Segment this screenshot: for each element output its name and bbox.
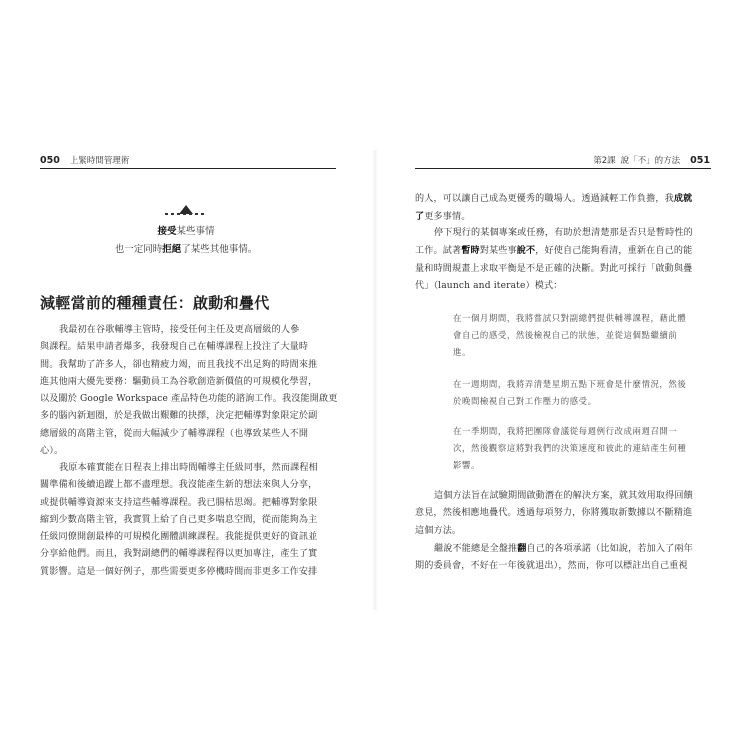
left-page-number: 050	[40, 155, 60, 166]
quote-block-3	[453, 423, 693, 474]
quote-block-2	[453, 376, 693, 410]
chapter-title: 說「不」的方法	[620, 156, 681, 166]
text-line: 我最初在谷歌輔導主管時，接受任何主任及更高層級的人參	[59, 325, 300, 335]
text-line: 或提供輔導資源來支持這些輔導課程。我已腸枯思竭。把輔導對象限	[40, 497, 318, 508]
chapter-label: 第2課	[593, 156, 616, 166]
right-paragraph-2	[415, 225, 707, 295]
quote-line: 於晚間檢視自己對工作壓力的感受。	[453, 396, 597, 406]
left-book-title: 上緊時間管理術	[69, 156, 130, 166]
right-running-header	[593, 154, 710, 166]
quote-line: 在一個月期間，我將嘗試只對副總們提供輔導課程，藉此體	[453, 313, 687, 323]
text-line: 縮到少數高階主管，我實質上給了自己更多喘息空間，從而能夠為主	[40, 514, 318, 525]
callout-line-1: 接受某些事情	[157, 226, 215, 237]
text-line: 了更多事情。	[415, 211, 471, 223]
quote-line: 進。	[453, 347, 471, 357]
text-line: 與課程。結果申請者爆多，我發現自己在輔導課程上投注了大量時	[40, 342, 309, 353]
text-line: 工作。試著暫時對某些事說不，好使自己能夠看清，重新在自己的能	[415, 245, 693, 257]
text-line: 停下現行的某個專案或任務，有助於想清楚那是否只是暫時性的	[434, 228, 693, 238]
right-paragraph-3	[415, 488, 707, 540]
quote-line: 在一季期間，我將把團隊會議從每週例行改成兩週召開一	[453, 426, 678, 436]
callout-line-2: 也一定同時拒絕了某些其他事情。	[114, 244, 258, 255]
text-line: 關準備和後續追蹤上都不盡理想。我沒能產生新的想法來與人分享，	[40, 480, 318, 491]
text-line: 總層級的高階主管，從而大幅減少了輔導課程（也導致某些人不開	[40, 428, 309, 439]
text-line: 質影響。這是一個好例子，那些需要更多停機時間而非更多工作安排	[40, 566, 318, 577]
quote-line: 次，然後觀察這將對我們的決策速度和彼此的連結產生何種	[453, 443, 687, 453]
text-line: 分享給他們。而且，我對副總們的輔導課程得以更加專注，產生了實	[40, 549, 318, 560]
text-line: 以及關於 Google Workspace 產品特色功能的諮詢工作。我沒能開啟更	[40, 394, 338, 405]
text-line: 多的腦內新迴圈，於是我做出艱難的抉擇，決定把輔導對象限定於副	[40, 411, 318, 422]
quote-line: 會自己的感受，然後檢視自己的狀態，並從這個點繼續前	[453, 330, 678, 340]
right-paragraph-4	[415, 540, 707, 576]
right-header-rule	[415, 168, 711, 169]
text-line: 繼說不能總是全盤推翻自己的各項承諾（比如說，若加入了兩年	[434, 543, 693, 554]
quote-block-1	[453, 310, 693, 361]
callout-box	[103, 205, 269, 255]
text-line: 間。我幫助了許多人，卻也精疲力竭，而且我找不出足夠的時間來推	[40, 359, 318, 370]
text-line: 量和時間規畫上求取平衡是不是正確的決斷。對此可採行「啟動與疊	[415, 263, 693, 274]
text-line: 的人，可以讓自己成為更優秀的職場人。透過減輕工作負擔，我成就	[415, 193, 693, 204]
text-line: 任級同僚開創最棒的可規模化團體訓練課程。我能提供更好的資訊並	[40, 532, 318, 543]
text-line: 代」（launch and iterate）模式：	[415, 280, 563, 291]
dotted-ornament	[165, 213, 207, 215]
text-line: 期的委員會，不好在一年後就退出），然而，你可以標註出自己重視	[415, 561, 688, 572]
left-paragraph-2	[40, 460, 336, 581]
left-paragraph-1	[40, 322, 336, 460]
text-line: 意見，然後相應地疊代。透過每項努力，你將獲取新數據以不斷精進	[415, 508, 693, 519]
right-page-number: 051	[690, 155, 710, 166]
left-running-header	[40, 154, 129, 166]
left-header-rule	[40, 168, 336, 169]
text-line: 我原本確實能在日程表上排出時間輔導主任級同事，然而課程相	[59, 463, 318, 473]
text-line: 這個方法旨在試驗期間啟動潛在的解決方案，就其效用取得回饋	[434, 491, 693, 501]
section-title: 減輕當前的種種責任：啟動和疊代	[40, 294, 270, 312]
right-paragraph-1	[415, 190, 707, 227]
text-line: 進其他兩大優先要務：驅動員工為谷歌創造新價值的可規模化學習，	[40, 376, 318, 387]
text-line: 心）。	[40, 446, 64, 457]
text-line: 這個方法。	[415, 525, 462, 536]
right-page	[375, 0, 750, 750]
quote-line: 影響。	[453, 460, 480, 470]
quote-line: 在一週期間，我將弄清楚星期五點下班會是什麼情況，然後	[453, 379, 687, 389]
